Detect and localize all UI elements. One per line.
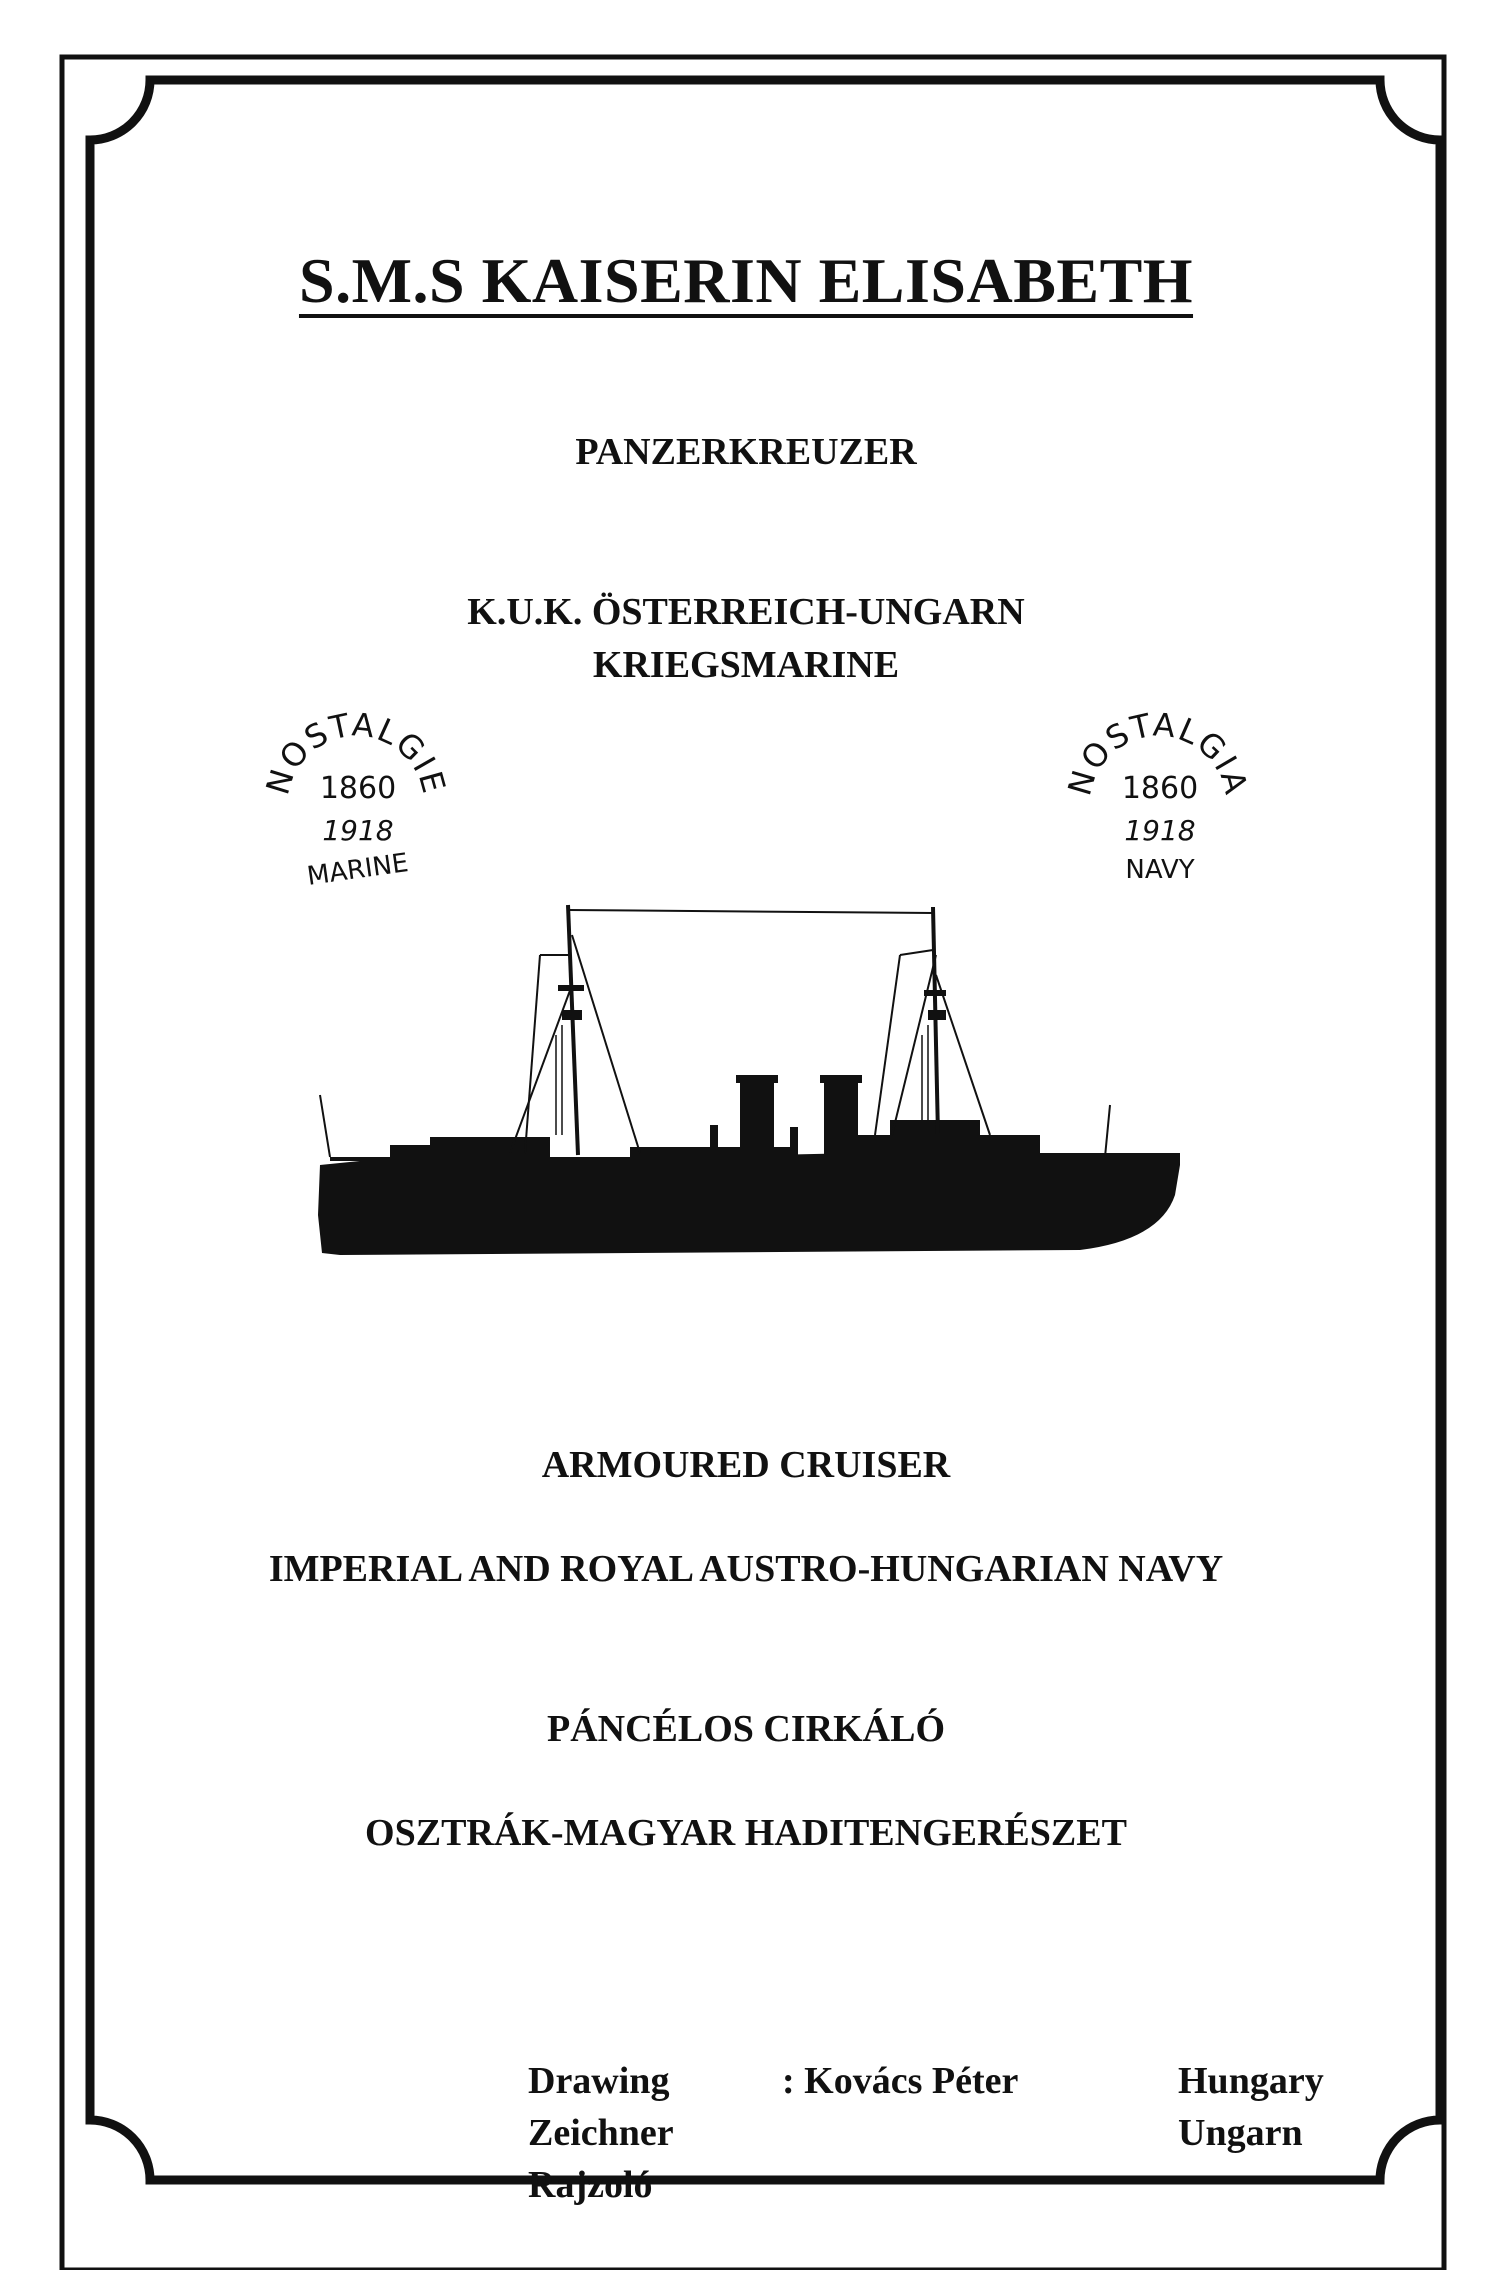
navy-german-line2: KRIEGSMARINE: [592, 644, 900, 686]
ship-silhouette: [300, 895, 1220, 1270]
stamp-left-bottom: MARINE: [305, 848, 411, 892]
document-title: S.M.S KAISERIN ELISABETH: [298, 245, 1194, 316]
country-en: Hungary: [1178, 2060, 1324, 2102]
role-label-en: Drawing: [528, 2060, 670, 2102]
stamp-right-year-end: 1918: [1124, 814, 1196, 847]
navy-hungarian: OSZTRÁK-MAGYAR HADITENGERÉSZET: [365, 1812, 1127, 1854]
navy-english: IMPERIAL AND ROYAL AUSTRO-HUNGARIAN NAVY: [268, 1548, 1224, 1590]
subtitle-hungarian: PÁNCÉLOS CIRKÁLÓ: [547, 1708, 945, 1750]
stamp-left-year-end: 1918: [322, 814, 394, 847]
credits-drawer: [782, 2055, 1018, 2107]
drawer-name: : Kovács Péter: [782, 2060, 1019, 2102]
stamp-right-year-start: 1860: [1121, 771, 1199, 806]
credits-country: [1178, 2055, 1324, 2159]
stamp-left: [258, 712, 458, 902]
navy-german-line1: K.U.K. ÖSTERREICH-UNGARN: [467, 591, 1025, 633]
subtitle-english: ARMOURED CRUISER: [541, 1444, 951, 1486]
role-label-hu: Rajzoló: [528, 2164, 653, 2206]
subtitle-german: PANZERKREUZER: [575, 431, 917, 473]
credits-role-labels: [528, 2055, 674, 2211]
role-label-de: Zeichner: [528, 2112, 674, 2154]
stamp-left-year-start: 1860: [319, 771, 397, 806]
stamp-left-arc: NOSTALGIE: [258, 712, 454, 799]
stamp-right-arc: NOSTALGIA: [1060, 712, 1256, 800]
stamp-right: [1060, 712, 1260, 902]
stamp-right-bottom: NAVY: [1125, 855, 1195, 885]
country-de: Ungarn: [1178, 2112, 1303, 2154]
